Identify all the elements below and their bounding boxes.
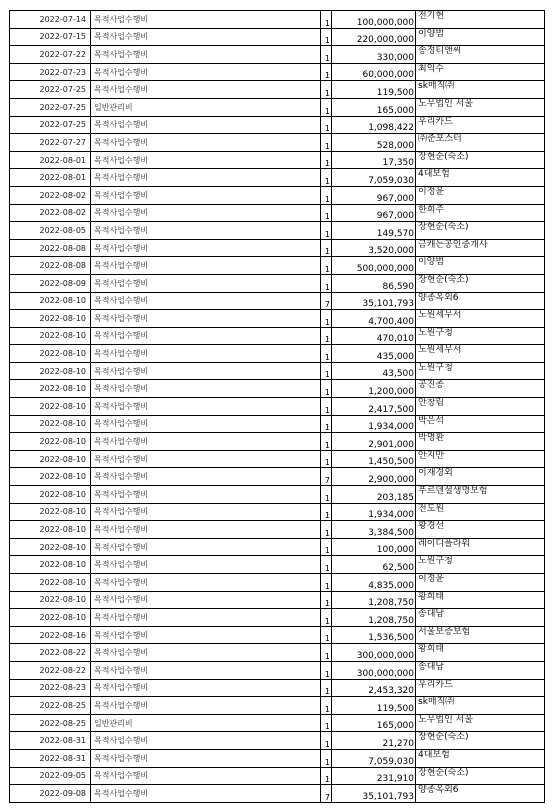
amount-cell: 100,000 xyxy=(332,538,416,556)
count-cell: 7 xyxy=(321,785,332,803)
amount-cell: 165,000 xyxy=(332,714,416,732)
amount-cell: 3,520,000 xyxy=(332,239,416,257)
date-cell: 2022-08-10 xyxy=(10,574,91,592)
date-cell: 2022-09-08 xyxy=(10,785,91,803)
table-row xyxy=(10,486,545,504)
date-cell: 2022-08-31 xyxy=(10,749,91,767)
amount-cell: 100,000,000 xyxy=(332,11,416,29)
date-cell: 2022-08-16 xyxy=(10,626,91,644)
category-cell: 목적사업수행비 xyxy=(91,186,321,204)
amount-cell: 300,000,000 xyxy=(332,644,416,662)
date-cell: 2022-08-22 xyxy=(10,661,91,679)
date-cell: 2022-07-22 xyxy=(10,46,91,64)
date-cell: 2022-08-10 xyxy=(10,327,91,345)
category-cell: 목적사업수행비 xyxy=(91,609,321,627)
table-row xyxy=(10,468,545,486)
payee-cell: 노무법인 서울 xyxy=(416,98,545,116)
count-cell: 1 xyxy=(321,486,332,504)
table-row xyxy=(10,11,545,29)
payee-cell: 송정티앤씨 xyxy=(416,46,545,64)
date-cell: 2022-07-15 xyxy=(10,28,91,46)
category-cell: 목적사업수행비 xyxy=(91,11,321,29)
count-cell: 1 xyxy=(321,767,332,785)
table-row xyxy=(10,116,545,134)
count-cell: 1 xyxy=(321,169,332,187)
date-cell: 2022-08-08 xyxy=(10,239,91,257)
count-cell: 1 xyxy=(321,503,332,521)
date-cell: 2022-08-10 xyxy=(10,415,91,433)
category-cell: 목적사업수행비 xyxy=(91,345,321,363)
date-cell: 2022-07-23 xyxy=(10,63,91,81)
count-cell: 1 xyxy=(321,380,332,398)
date-cell: 2022-08-01 xyxy=(10,169,91,187)
amount-cell: 62,500 xyxy=(332,556,416,574)
count-cell: 1 xyxy=(321,433,332,451)
count-cell: 1 xyxy=(321,239,332,257)
payee-cell: 노원구청 xyxy=(416,327,545,345)
date-cell: 2022-08-10 xyxy=(10,503,91,521)
date-cell: 2022-07-27 xyxy=(10,134,91,152)
count-cell: 1 xyxy=(321,327,332,345)
count-cell: 1 xyxy=(321,81,332,99)
count-cell: 1 xyxy=(321,538,332,556)
amount-cell: 203,185 xyxy=(332,486,416,504)
category-cell: 목적사업수행비 xyxy=(91,327,321,345)
table-row xyxy=(10,186,545,204)
table-row xyxy=(10,574,545,592)
category-cell: 목적사업수행비 xyxy=(91,644,321,662)
count-cell: 1 xyxy=(321,450,332,468)
table-row xyxy=(10,28,545,46)
payee-cell: 이양범 xyxy=(416,28,545,46)
table-row xyxy=(10,415,545,433)
table-row xyxy=(10,697,545,715)
count-cell: 1 xyxy=(321,679,332,697)
amount-cell: 86,590 xyxy=(332,274,416,292)
table-row xyxy=(10,661,545,679)
date-cell: 2022-08-10 xyxy=(10,538,91,556)
table-row xyxy=(10,310,545,328)
count-cell: 1 xyxy=(321,11,332,29)
date-cell: 2022-07-25 xyxy=(10,81,91,99)
category-cell: 일반관리비 xyxy=(91,98,321,116)
table-row xyxy=(10,81,545,99)
count-cell: 1 xyxy=(321,661,332,679)
amount-cell: 3,384,500 xyxy=(332,521,416,539)
payee-cell: 우리카드 xyxy=(416,679,545,697)
count-cell: 1 xyxy=(321,98,332,116)
date-cell: 2022-07-25 xyxy=(10,98,91,116)
ledger-body xyxy=(10,11,545,803)
date-cell: 2022-08-10 xyxy=(10,310,91,328)
table-row xyxy=(10,134,545,152)
category-cell: 목적사업수행비 xyxy=(91,591,321,609)
table-row xyxy=(10,556,545,574)
table-row xyxy=(10,327,545,345)
payee-cell: 노원구청 xyxy=(416,362,545,380)
table-row xyxy=(10,151,545,169)
count-cell: 1 xyxy=(321,63,332,81)
category-cell: 목적사업수행비 xyxy=(91,574,321,592)
table-row xyxy=(10,591,545,609)
count-cell: 1 xyxy=(321,398,332,416)
payee-cell: 황희태 xyxy=(416,644,545,662)
amount-cell: 967,000 xyxy=(332,186,416,204)
amount-cell: 119,500 xyxy=(332,81,416,99)
category-cell: 목적사업수행비 xyxy=(91,468,321,486)
count-cell: 1 xyxy=(321,274,332,292)
date-cell: 2022-08-08 xyxy=(10,257,91,275)
date-cell: 2022-08-10 xyxy=(10,521,91,539)
table-row xyxy=(10,732,545,750)
payee-cell: 레이디플라워 xyxy=(416,538,545,556)
amount-cell: 4,700,400 xyxy=(332,310,416,328)
amount-cell: 500,000,000 xyxy=(332,257,416,275)
amount-cell: 967,000 xyxy=(332,204,416,222)
payee-cell: 안창림 xyxy=(416,398,545,416)
category-cell: 목적사업수행비 xyxy=(91,538,321,556)
date-cell: 2022-08-23 xyxy=(10,679,91,697)
category-cell: 목적사업수행비 xyxy=(91,274,321,292)
count-cell: 1 xyxy=(321,732,332,750)
date-cell: 2022-08-10 xyxy=(10,450,91,468)
date-cell: 2022-08-10 xyxy=(10,380,91,398)
amount-cell: 2,453,320 xyxy=(332,679,416,697)
payee-cell: 이정윤 xyxy=(416,186,545,204)
table-row xyxy=(10,204,545,222)
category-cell: 목적사업수행비 xyxy=(91,749,321,767)
payee-cell: 노원세무서 xyxy=(416,345,545,363)
count-cell: 1 xyxy=(321,204,332,222)
category-cell: 목적사업수행비 xyxy=(91,450,321,468)
table-row xyxy=(10,169,545,187)
count-cell: 1 xyxy=(321,591,332,609)
count-cell: 1 xyxy=(321,697,332,715)
category-cell: 목적사업수행비 xyxy=(91,116,321,134)
payee-cell: 박은석 xyxy=(416,415,545,433)
payee-cell: 장현순(숙소) xyxy=(416,732,545,750)
payee-cell: 노원세무서 xyxy=(416,310,545,328)
table-row xyxy=(10,749,545,767)
payee-cell: 이정윤 xyxy=(416,574,545,592)
date-cell: 2022-08-01 xyxy=(10,151,91,169)
date-cell: 2022-08-10 xyxy=(10,433,91,451)
amount-cell: 2,901,000 xyxy=(332,433,416,451)
table-row xyxy=(10,46,545,64)
amount-cell: 17,350 xyxy=(332,151,416,169)
category-cell: 목적사업수행비 xyxy=(91,380,321,398)
amount-cell: 2,417,500 xyxy=(332,398,416,416)
count-cell: 1 xyxy=(321,222,332,240)
count-cell: 1 xyxy=(321,116,332,134)
amount-cell: 330,000 xyxy=(332,46,416,64)
table-row xyxy=(10,785,545,803)
payee-cell: 우리카드 xyxy=(416,116,545,134)
date-cell: 2022-08-10 xyxy=(10,591,91,609)
payee-cell: 양종옥외6 xyxy=(416,785,545,803)
amount-cell: 231,910 xyxy=(332,767,416,785)
amount-cell: 7,059,030 xyxy=(332,749,416,767)
count-cell: 1 xyxy=(321,644,332,662)
payee-cell: 양종옥외6 xyxy=(416,292,545,310)
category-cell: 목적사업수행비 xyxy=(91,486,321,504)
count-cell: 1 xyxy=(321,28,332,46)
table-row xyxy=(10,433,545,451)
expense-ledger-table xyxy=(9,10,545,803)
category-cell: 목적사업수행비 xyxy=(91,310,321,328)
payee-cell: 4대보험 xyxy=(416,749,545,767)
table-row xyxy=(10,345,545,363)
amount-cell: 1,450,500 xyxy=(332,450,416,468)
payee-cell: 서울보증보험 xyxy=(416,626,545,644)
table-row xyxy=(10,274,545,292)
amount-cell: 1,200,000 xyxy=(332,380,416,398)
amount-cell: 1,098,422 xyxy=(332,116,416,134)
payee-cell: 송대남 xyxy=(416,661,545,679)
payee-cell: 공진종 xyxy=(416,380,545,398)
payee-cell: sk매직㈜ xyxy=(416,81,545,99)
amount-cell: 1,536,500 xyxy=(332,626,416,644)
date-cell: 2022-08-09 xyxy=(10,274,91,292)
date-cell: 2022-08-02 xyxy=(10,186,91,204)
payee-cell: 푸르덴셜생명보험 xyxy=(416,486,545,504)
table-row xyxy=(10,398,545,416)
payee-cell: 전도원 xyxy=(416,503,545,521)
count-cell: 1 xyxy=(321,521,332,539)
count-cell: 1 xyxy=(321,134,332,152)
date-cell: 2022-08-10 xyxy=(10,609,91,627)
category-cell: 목적사업수행비 xyxy=(91,767,321,785)
amount-cell: 60,000,000 xyxy=(332,63,416,81)
category-cell: 목적사업수행비 xyxy=(91,63,321,81)
payee-cell: 노무법인 서울 xyxy=(416,714,545,732)
category-cell: 목적사업수행비 xyxy=(91,204,321,222)
category-cell: 목적사업수행비 xyxy=(91,415,321,433)
category-cell: 목적사업수행비 xyxy=(91,292,321,310)
payee-cell: 장현순(숙소) xyxy=(416,222,545,240)
amount-cell: 435,000 xyxy=(332,345,416,363)
table-row xyxy=(10,538,545,556)
amount-cell: 4,835,000 xyxy=(332,574,416,592)
count-cell: 1 xyxy=(321,345,332,363)
date-cell: 2022-08-31 xyxy=(10,732,91,750)
category-cell: 목적사업수행비 xyxy=(91,661,321,679)
category-cell: 목적사업수행비 xyxy=(91,46,321,64)
date-cell: 2022-07-25 xyxy=(10,116,91,134)
payee-cell: 4대보험 xyxy=(416,169,545,187)
date-cell: 2022-09-05 xyxy=(10,767,91,785)
amount-cell: 43,500 xyxy=(332,362,416,380)
category-cell: 목적사업수행비 xyxy=(91,679,321,697)
category-cell: 목적사업수행비 xyxy=(91,503,321,521)
date-cell: 2022-08-05 xyxy=(10,222,91,240)
table-row xyxy=(10,767,545,785)
payee-cell: 황경선 xyxy=(416,521,545,539)
table-row xyxy=(10,63,545,81)
date-cell: 2022-08-10 xyxy=(10,345,91,363)
date-cell: 2022-08-10 xyxy=(10,362,91,380)
table-row xyxy=(10,626,545,644)
table-row xyxy=(10,644,545,662)
category-cell: 목적사업수행비 xyxy=(91,521,321,539)
payee-cell: 장현순(숙소) xyxy=(416,767,545,785)
payee-cell: 박명환 xyxy=(416,433,545,451)
amount-cell: 35,101,793 xyxy=(332,292,416,310)
table-row xyxy=(10,450,545,468)
count-cell: 1 xyxy=(321,574,332,592)
date-cell: 2022-08-25 xyxy=(10,697,91,715)
category-cell: 목적사업수행비 xyxy=(91,398,321,416)
date-cell: 2022-08-22 xyxy=(10,644,91,662)
amount-cell: 119,500 xyxy=(332,697,416,715)
payee-cell: 송대남 xyxy=(416,609,545,627)
date-cell: 2022-08-02 xyxy=(10,204,91,222)
amount-cell: 1,934,000 xyxy=(332,503,416,521)
count-cell: 7 xyxy=(321,468,332,486)
amount-cell: 1,208,750 xyxy=(332,609,416,627)
payee-cell: 황희태 xyxy=(416,591,545,609)
category-cell: 목적사업수행비 xyxy=(91,433,321,451)
count-cell: 1 xyxy=(321,556,332,574)
date-cell: 2022-08-25 xyxy=(10,714,91,732)
category-cell: 목적사업수행비 xyxy=(91,626,321,644)
count-cell: 1 xyxy=(321,749,332,767)
amount-cell: 21,270 xyxy=(332,732,416,750)
count-cell: 1 xyxy=(321,151,332,169)
category-cell: 목적사업수행비 xyxy=(91,697,321,715)
payee-cell: ㈜준포스터 xyxy=(416,134,545,152)
count-cell: 1 xyxy=(321,415,332,433)
category-cell: 목적사업수행비 xyxy=(91,169,321,187)
amount-cell: 1,934,000 xyxy=(332,415,416,433)
amount-cell: 300,000,000 xyxy=(332,661,416,679)
table-row xyxy=(10,239,545,257)
category-cell: 목적사업수행비 xyxy=(91,222,321,240)
category-cell: 목적사업수행비 xyxy=(91,785,321,803)
category-cell: 목적사업수행비 xyxy=(91,556,321,574)
payee-cell: 장현순(숙소) xyxy=(416,274,545,292)
category-cell: 목적사업수행비 xyxy=(91,257,321,275)
count-cell: 1 xyxy=(321,714,332,732)
count-cell: 1 xyxy=(321,257,332,275)
payee-cell: 최익수 xyxy=(416,63,545,81)
amount-cell: 35,101,793 xyxy=(332,785,416,803)
count-cell: 1 xyxy=(321,626,332,644)
category-cell: 목적사업수행비 xyxy=(91,134,321,152)
payee-cell: 안지만 xyxy=(416,450,545,468)
payee-cell: 한희주 xyxy=(416,204,545,222)
amount-cell: 165,000 xyxy=(332,98,416,116)
table-row xyxy=(10,503,545,521)
count-cell: 1 xyxy=(321,186,332,204)
count-cell: 7 xyxy=(321,292,332,310)
table-row xyxy=(10,362,545,380)
payee-cell: 금캐는공인중개사 xyxy=(416,239,545,257)
count-cell: 1 xyxy=(321,609,332,627)
table-row xyxy=(10,679,545,697)
table-row xyxy=(10,714,545,732)
payee-cell: 장현순(숙소) xyxy=(416,151,545,169)
amount-cell: 528,000 xyxy=(332,134,416,152)
table-row xyxy=(10,380,545,398)
date-cell: 2022-08-10 xyxy=(10,468,91,486)
table-row xyxy=(10,98,545,116)
table-row xyxy=(10,257,545,275)
category-cell: 목적사업수행비 xyxy=(91,81,321,99)
amount-cell: 1,208,750 xyxy=(332,591,416,609)
amount-cell: 7,059,030 xyxy=(332,169,416,187)
category-cell: 목적사업수행비 xyxy=(91,732,321,750)
date-cell: 2022-07-14 xyxy=(10,11,91,29)
amount-cell: 470,010 xyxy=(332,327,416,345)
count-cell: 1 xyxy=(321,310,332,328)
count-cell: 1 xyxy=(321,362,332,380)
date-cell: 2022-08-10 xyxy=(10,292,91,310)
count-cell: 1 xyxy=(321,46,332,64)
date-cell: 2022-08-10 xyxy=(10,486,91,504)
table-row xyxy=(10,609,545,627)
amount-cell: 2,900,000 xyxy=(332,468,416,486)
category-cell: 일반관리비 xyxy=(91,714,321,732)
payee-cell: 전기현 xyxy=(416,11,545,29)
date-cell: 2022-08-10 xyxy=(10,398,91,416)
category-cell: 목적사업수행비 xyxy=(91,239,321,257)
table-row xyxy=(10,222,545,240)
category-cell: 목적사업수행비 xyxy=(91,151,321,169)
payee-cell: 이양범 xyxy=(416,257,545,275)
table-row xyxy=(10,521,545,539)
category-cell: 목적사업수행비 xyxy=(91,362,321,380)
date-cell: 2022-08-10 xyxy=(10,556,91,574)
payee-cell: 노원구청 xyxy=(416,556,545,574)
payee-cell: 이재경외 xyxy=(416,468,545,486)
amount-cell: 220,000,000 xyxy=(332,28,416,46)
amount-cell: 149,570 xyxy=(332,222,416,240)
table-row xyxy=(10,292,545,310)
payee-cell: sk매직㈜ xyxy=(416,697,545,715)
category-cell: 목적사업수행비 xyxy=(91,28,321,46)
